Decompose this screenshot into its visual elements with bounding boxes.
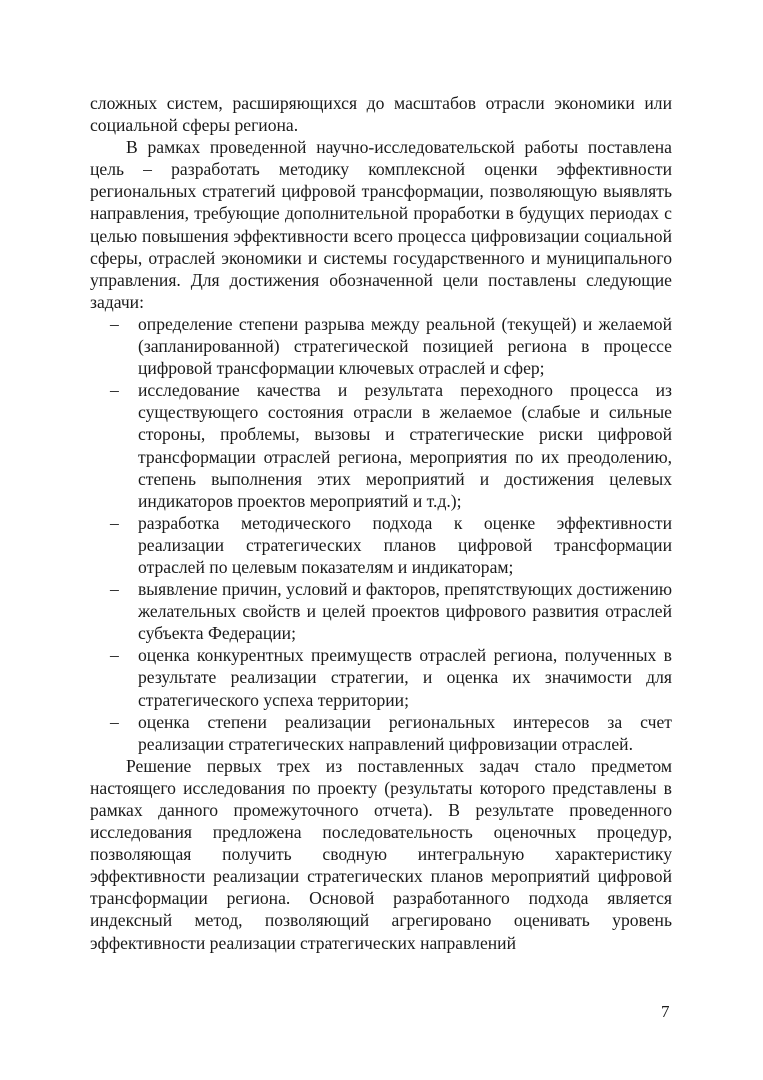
list-item-text: оценка конкурентных преимуществ отраслей региона, полученных в результате реализации стратегии, и оценка их значимости для стратегического успеха территории; — [138, 645, 672, 710]
list-dash: – — [110, 579, 119, 600]
list-dash: – — [110, 512, 119, 533]
list-item — [90, 313, 672, 379]
list-item — [90, 379, 672, 512]
task-list — [90, 313, 672, 755]
paragraph-continuation: сложных систем, расширяющихся до масштабов отрасли экономики или социальной сферы региона. — [90, 93, 672, 136]
list-item — [90, 711, 672, 755]
list-item — [90, 578, 672, 644]
list-item-text: определение степени разрыва между реальной (текущей) и желаемой (запланированной) стратегической позицией региона в процессе цифровой трансформации ключевых отраслей и сфер; — [138, 313, 672, 379]
paragraph-results: Решение первых трех из поставленных задач стало предметом настоящего исследования по проекту (результаты которого представлены в рамках данного промежуточного отчета). В результате проведенного исследования предложена последовательность оценочных процедур, позволяющая получить сводную интегральную характеристику эффективности реализации стратегических планов мероприятий цифровой трансформации региона. Основой разработанного подхода является индексный метод, позволяющий агрегировано оценивать уровень эффективности реализации стратегических направлений — [90, 755, 672, 953]
list-dash: – — [110, 711, 119, 732]
list-item-text: разработка методического подхода к оценке эффективности реализации стратегических планов цифровой трансформации отраслей по целевым показателям и индикаторам; — [138, 512, 672, 577]
list-item-text: исследование качества и результата переходного процесса из существующего состояния отрасли в желаемое (слабые и сильные стороны, проблемы, вызовы и стратегические риски цифровой трансформации отраслей региона, мероприятия по их преодолению, степень выполнения этих мероприятий и достижения целевых индикаторов проектов мероприятий и т.д.); — [138, 380, 672, 511]
paragraph-goal: В рамках проведенной научно-исследовательской работы поставлена цель – разработать методику комплексной оценки эффективности региональных стратегий цифровой трансформации, позволяющую выявлять направления, требующие дополнительной проработки в будущих периодах с целью повышения эффективности всего процесса цифровизации социальной сферы, отраслей экономики и системы государственного и муниципального управления. Для достижения обозначенной цели поставлены следующие задачи: — [90, 137, 672, 312]
page-body — [90, 92, 672, 954]
list-item-text: оценка степени реализации региональных интересов за счет реализации стратегических направлений цифровизации отраслей. — [138, 711, 672, 754]
list-item — [90, 644, 672, 710]
list-item — [90, 512, 672, 578]
list-dash: – — [110, 313, 119, 334]
list-dash: – — [110, 380, 119, 401]
list-dash: – — [110, 645, 119, 666]
list-item-text: выявление причин, условий и факторов, препятствующих достижению желательных свойств и целей проектов цифрового развития отраслей субъекта Федерации; — [138, 579, 672, 644]
page-number: 7 — [661, 1002, 670, 1021]
